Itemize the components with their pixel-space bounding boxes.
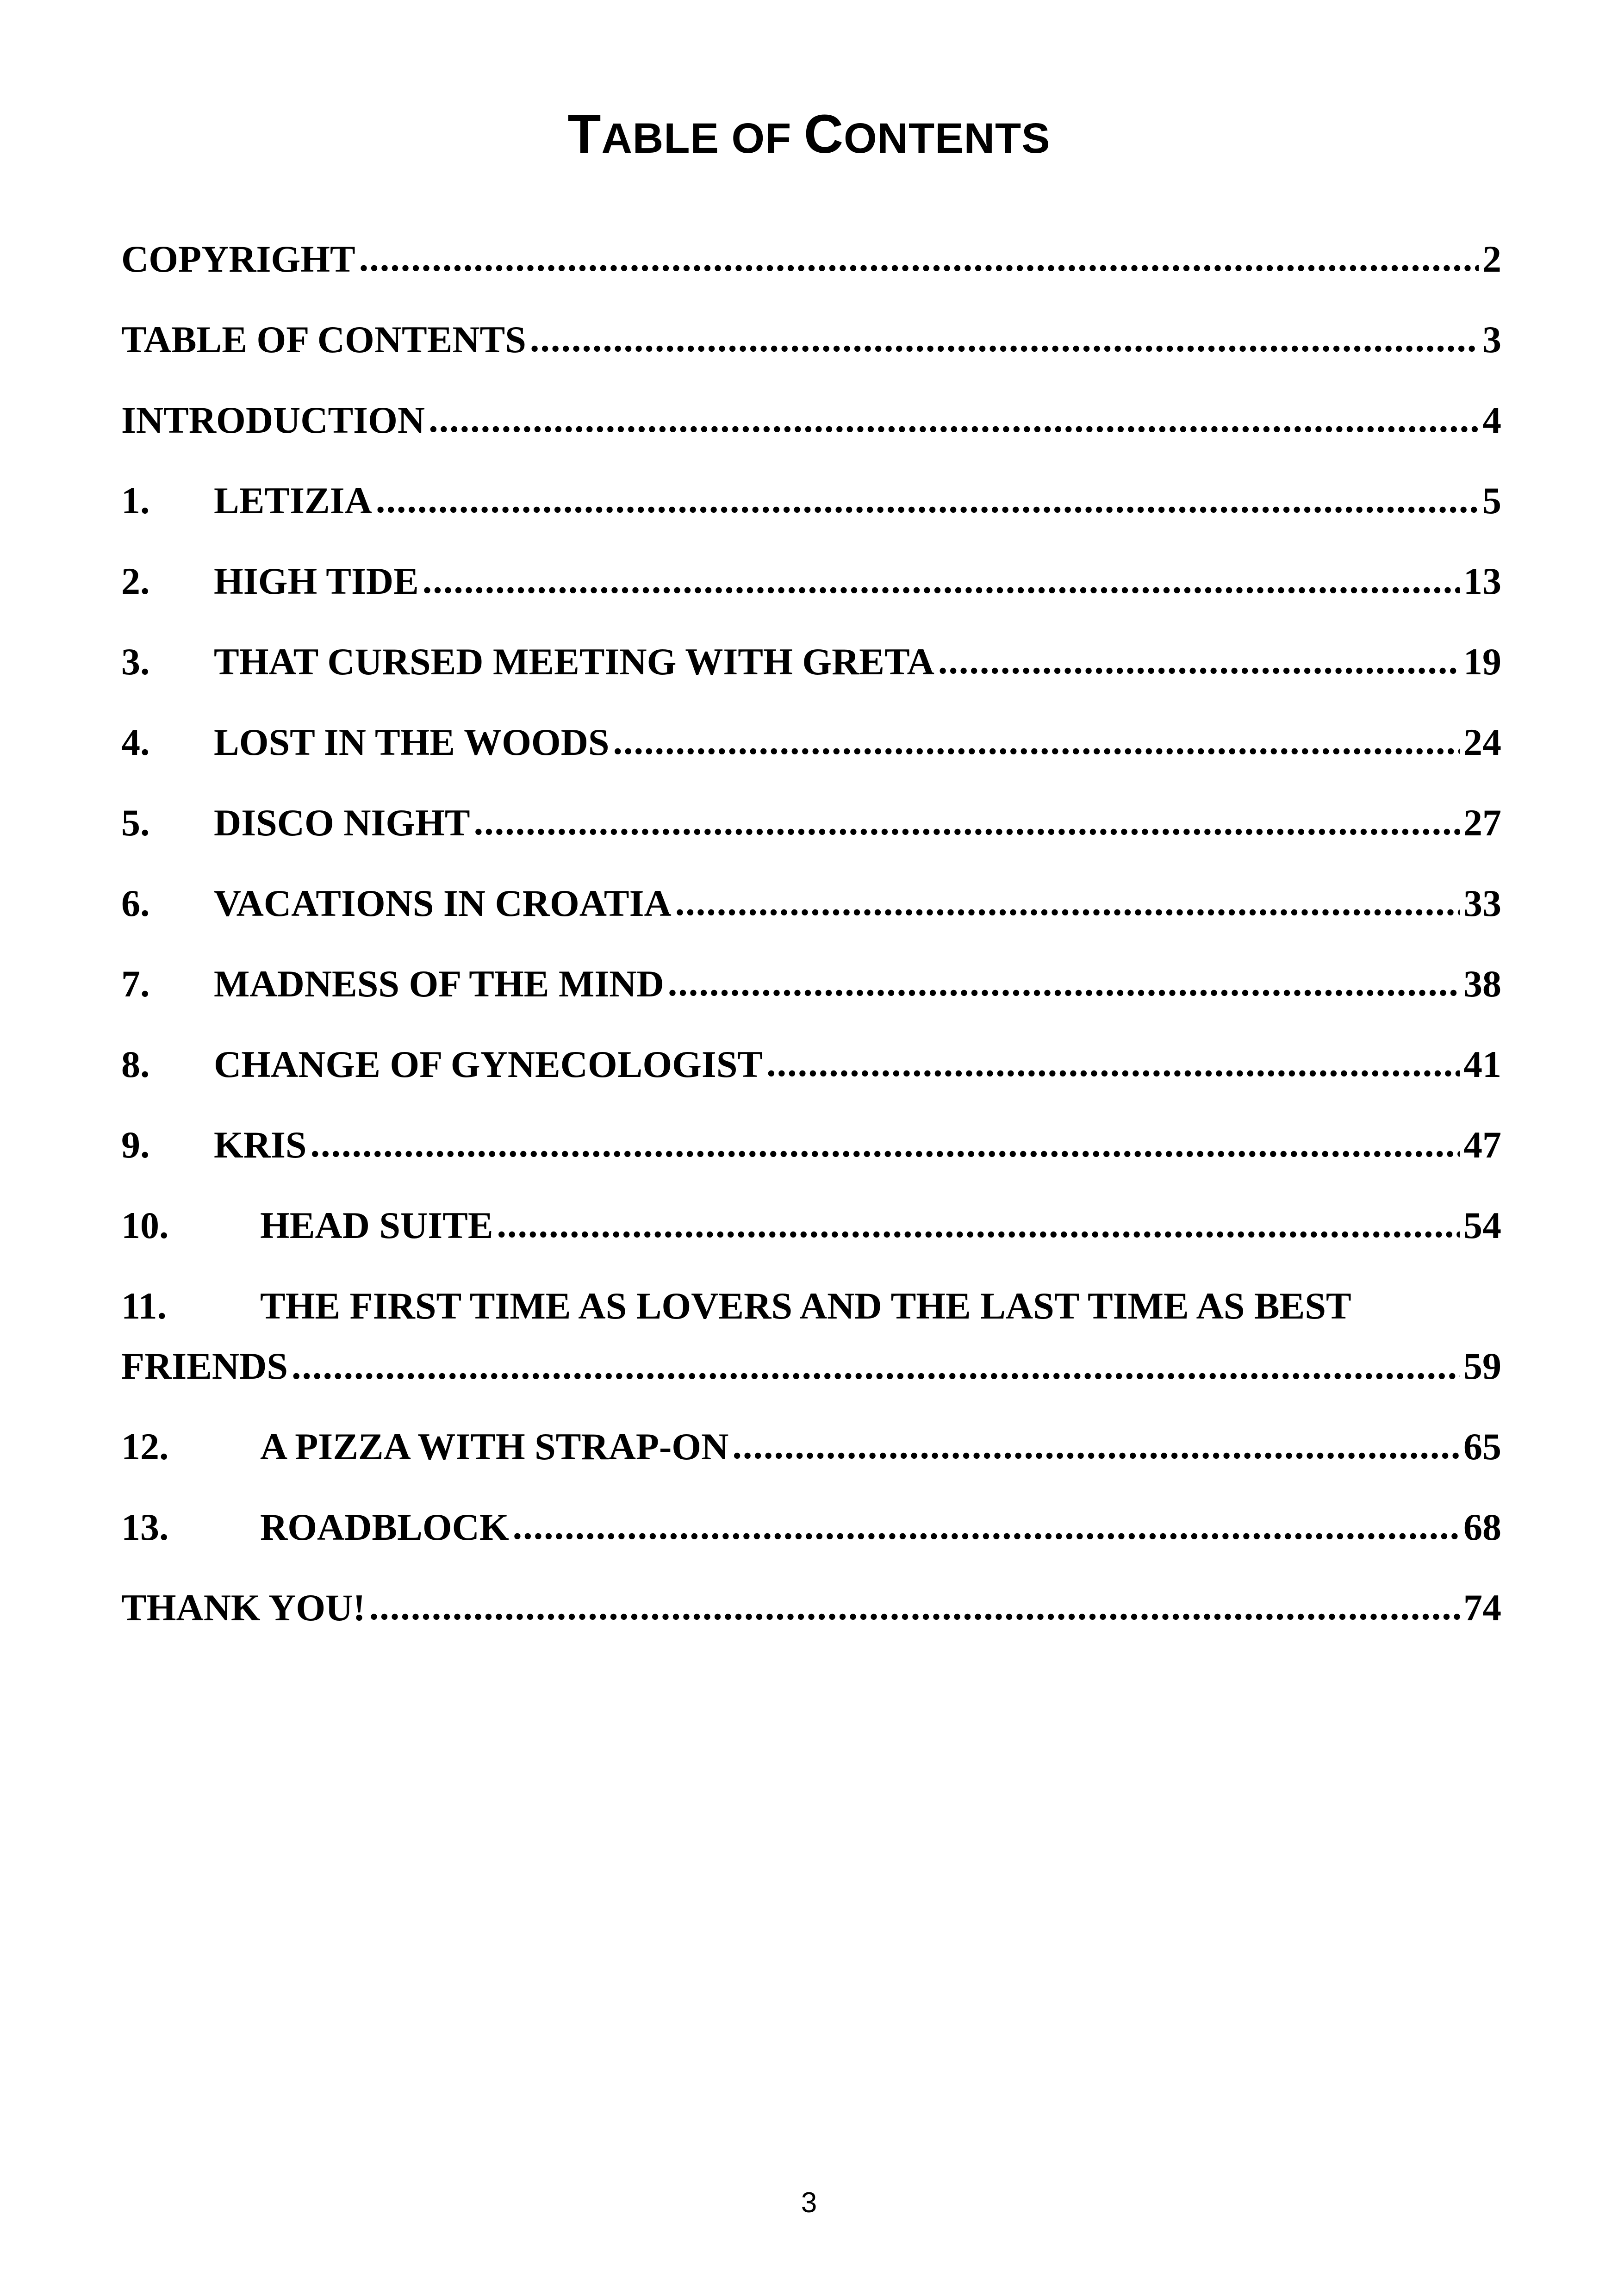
toc-entry-page: 74 [1463,1587,1501,1629]
toc-entry-label: LETIZIA [214,479,372,522]
toc-entry-label: HEAD SUITE [260,1204,493,1246]
title-initial-t: T [567,104,602,165]
dot-leader [732,1418,1460,1474]
toc-entry-page: 4 [1482,399,1501,441]
toc-entry-page: 47 [1463,1124,1501,1166]
page-number: 3 [801,2187,817,2219]
toc-entry-chapter-8[interactable] [121,1037,1501,1117]
chapter-number: 13. [121,1506,169,1548]
toc-entry-chapter-2[interactable] [121,554,1501,634]
toc-entry-chapter-6[interactable] [121,876,1501,956]
toc-entry-chapter-4[interactable] [121,715,1501,795]
toc-entry-label-line-2: FRIENDS [121,1345,288,1387]
toc-entry-page: 59 [1463,1345,1501,1387]
dot-leader [311,1116,1460,1172]
dot-leader [474,794,1460,850]
toc-entry-label: HIGH TIDE [214,560,419,602]
dot-leader [369,1579,1460,1635]
dot-leader [429,392,1479,447]
toc-entry-thank-you[interactable] [121,1580,1501,1661]
chapter-number: 1. [121,479,150,522]
toc-entry-chapter-12[interactable] [121,1419,1501,1500]
toc-entry-label: THAT CURSED MEETING WITH GRETA [214,641,934,683]
page-title [0,100,1618,173]
toc-entry-label: LOST IN THE WOODS [214,721,610,763]
toc-entry-label: MADNESS OF THE MIND [214,963,664,1005]
chapter-number: 2. [121,560,150,602]
toc-entry-chapter-1[interactable] [121,473,1501,554]
toc-entry-table-of-contents[interactable] [121,312,1501,392]
toc-entry-page: 24 [1463,721,1501,763]
dot-leader [423,553,1460,608]
toc-entry-label: COPYRIGHT [121,238,355,280]
toc-entry-page: 13 [1463,560,1501,602]
toc-entry-label: VACATIONS IN CROATIA [214,882,672,924]
toc-entry-label: TABLE OF CONTENTS [121,318,526,361]
dot-leader [513,1499,1460,1554]
title-part-1: ABLE OF [601,115,804,162]
toc-entry-chapter-9[interactable] [121,1117,1501,1198]
chapter-number: 6. [121,882,150,924]
chapter-number: 3. [121,641,150,683]
toc-entry-label: THANK YOU! [121,1587,366,1629]
toc-entry-page: 19 [1463,641,1501,683]
toc-entry-page: 33 [1463,882,1501,924]
dot-leader [359,230,1479,286]
toc-entry-label: ROADBLOCK [260,1506,509,1548]
toc-list [121,231,1501,1661]
toc-entry-label: A PIZZA WITH STRAP-ON [260,1425,729,1468]
toc-entry-introduction[interactable] [121,392,1501,473]
dot-leader [530,311,1479,367]
toc-entry-line-1 [121,1278,1501,1338]
title-part-2: ONTENTS [844,115,1051,162]
chapter-number: 4. [121,721,150,763]
toc-entry-label: CHANGE OF GYNECOLOGIST [214,1043,763,1085]
chapter-number: 11. [121,1285,167,1327]
toc-entry-line-2 [121,1338,1501,1419]
chapter-number: 12. [121,1425,169,1468]
chapter-number: 5. [121,802,150,844]
toc-entry-label: KRIS [214,1124,307,1166]
toc-entry-copyright[interactable] [121,231,1501,312]
dot-leader [497,1197,1460,1252]
toc-entry-page: 38 [1463,963,1501,1005]
dot-leader [292,1338,1460,1394]
dot-leader [675,875,1460,930]
toc-entry-page: 3 [1482,318,1501,361]
chapter-number: 9. [121,1124,150,1166]
dot-leader [668,955,1460,1011]
toc-entry-page: 27 [1463,802,1501,844]
toc-entry-chapter-3[interactable] [121,634,1501,715]
dot-leader [376,472,1479,528]
toc-entry-page: 65 [1463,1425,1501,1468]
toc-entry-page: 2 [1482,238,1501,280]
title-initial-c: C [803,104,844,165]
dot-leader [938,633,1460,689]
dot-leader [766,1036,1460,1091]
toc-entry-label: INTRODUCTION [121,399,425,441]
toc-entry-chapter-13[interactable] [121,1500,1501,1580]
toc-entry-page: 68 [1463,1506,1501,1548]
toc-entry-chapter-7[interactable] [121,956,1501,1037]
toc-entry-chapter-5[interactable] [121,795,1501,876]
toc-entry-page: 54 [1463,1204,1501,1246]
chapter-number: 10. [121,1204,169,1246]
toc-entry-page: 41 [1463,1043,1501,1085]
toc-entry-label-line-1: THE FIRST TIME AS LOVERS AND THE LAST TIME AS BEST [260,1285,1351,1327]
dot-leader [613,714,1460,769]
toc-entry-page: 5 [1482,479,1501,522]
chapter-number: 7. [121,963,150,1005]
toc-entry-label: DISCO NIGHT [214,802,470,844]
chapter-number: 8. [121,1043,150,1085]
toc-entry-chapter-11[interactable] [121,1278,1501,1419]
toc-entry-chapter-10[interactable] [121,1198,1501,1278]
